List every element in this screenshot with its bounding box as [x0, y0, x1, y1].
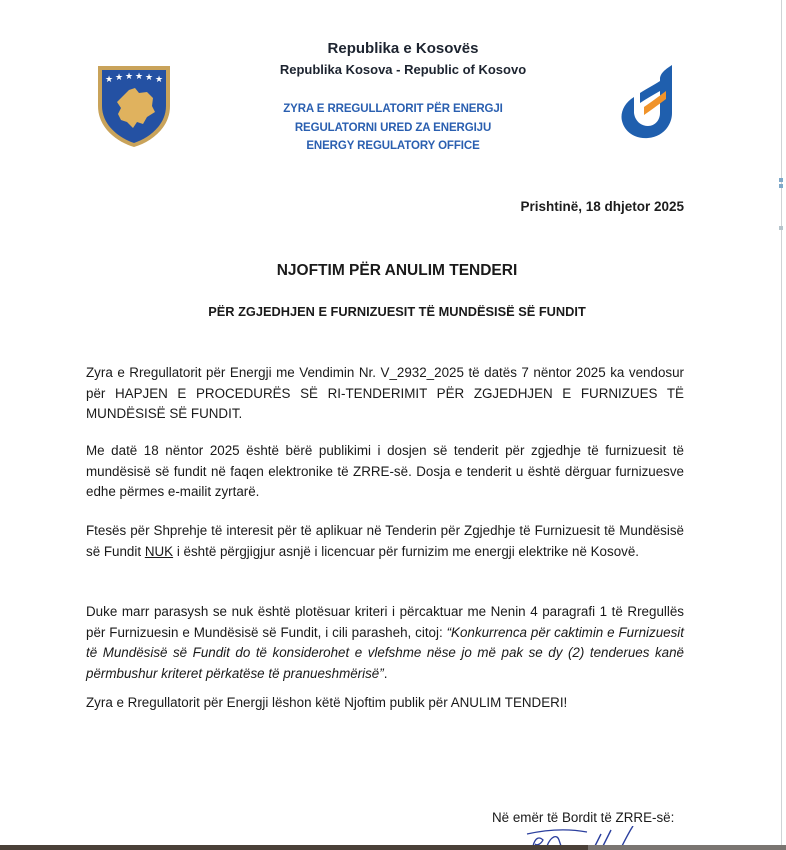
board-signature-label: Në emër të Bordit të ZRRE-së: — [492, 810, 675, 825]
office-name-english: ENERGY REGULATORY OFFICE — [306, 140, 480, 152]
scan-edge-mark — [779, 184, 783, 188]
paragraph-text: i është përgjigjur asnjë i licencuar për furnizim me energji elektrike në Kosovë. — [173, 543, 640, 559]
paragraph-no-response — [86, 521, 684, 562]
scan-edge-mark — [779, 226, 783, 230]
underlined-nuk: NUK — [144, 543, 174, 559]
svg-text:★: ★ — [105, 75, 114, 85]
svg-text:★: ★ — [145, 73, 154, 83]
paragraph-criteria — [86, 602, 684, 684]
country-subtitle: Republika Kosova - Republic of Kosovo — [279, 62, 527, 77]
date-line: Prishtinë, 18 dhjetor 2025 — [520, 199, 684, 214]
bottom-edge-bar — [0, 845, 786, 850]
paragraph-decision: Zyra e Rregullatorit për Energji me Vendimin Nr. V_2932_2025 të datës 7 nëntor 2025 ka vendosur për HAPJEN E PROCEDURËS SË RI-TENDERIMIT PËR ZGJEDHJEN E FURNIZUES TË MUNDËSISË SË FUNDIT. — [86, 365, 684, 421]
paragraph-cancellation: Zyra e Rregullatorit për Energji lëshon këtë Njoftim publik për ANULIM TENDERI! — [86, 695, 568, 710]
svg-text:★: ★ — [155, 75, 164, 85]
paragraph-text: Duke marr parasysh se nuk është plotësuar kriteri i përcaktuar me Nenin 4 paragrafi 1 të Rregullës për Furnizuesin e Mundësisë së Fundit, i cili parasheh, citoj: — [86, 604, 684, 640]
svg-text:★: ★ — [115, 73, 124, 83]
paragraph-text: Ftesës për Shprehje të interesit për të aplikuar në Tenderin për Zgjedhje të Furnizuesit të Mundësisë së Fundit — [86, 523, 684, 559]
office-name-serbian: REGULATORNI URED ZA ENERGIJU — [294, 122, 492, 134]
regulation-quote: “Konkurrenca për caktimin e Furnizuesit të Mundësisë së Fundit do të konsiderohet e vlefshme nëse jo më pak se dy (2) tenderues kanë përmbushur kriteret përkatëse të pranueshmërisë” — [86, 624, 684, 681]
svg-text:★: ★ — [135, 72, 144, 82]
office-name-albanian: ZYRA E RREGULLATORIT PËR ENERGJI — [283, 103, 503, 115]
paragraph-publication: Me datë 18 nëntor 2025 është bërë publikimi i dosjen së tenderit për zgjedhje të furnizuesit të mundësisë së fundit në faqen elektronike të ZRRE-së. Dosja e tenderit u është dërguar furnizuesve edhe përmes e-mailit zyrtarë. — [86, 443, 684, 499]
country-title: Republika e Kosovës — [327, 40, 479, 57]
notice-subtitle: PËR ZGJEDHJEN E FURNIZUESIT TË MUNDËSISË SË FUNDIT — [208, 304, 586, 319]
page-edge — [781, 0, 782, 845]
notice-title: NJOFTIM PËR ANULIM TENDERI — [276, 262, 518, 279]
svg-text:★: ★ — [125, 72, 134, 82]
paragraph-text: . — [383, 665, 388, 681]
scan-edge-mark — [779, 178, 783, 182]
